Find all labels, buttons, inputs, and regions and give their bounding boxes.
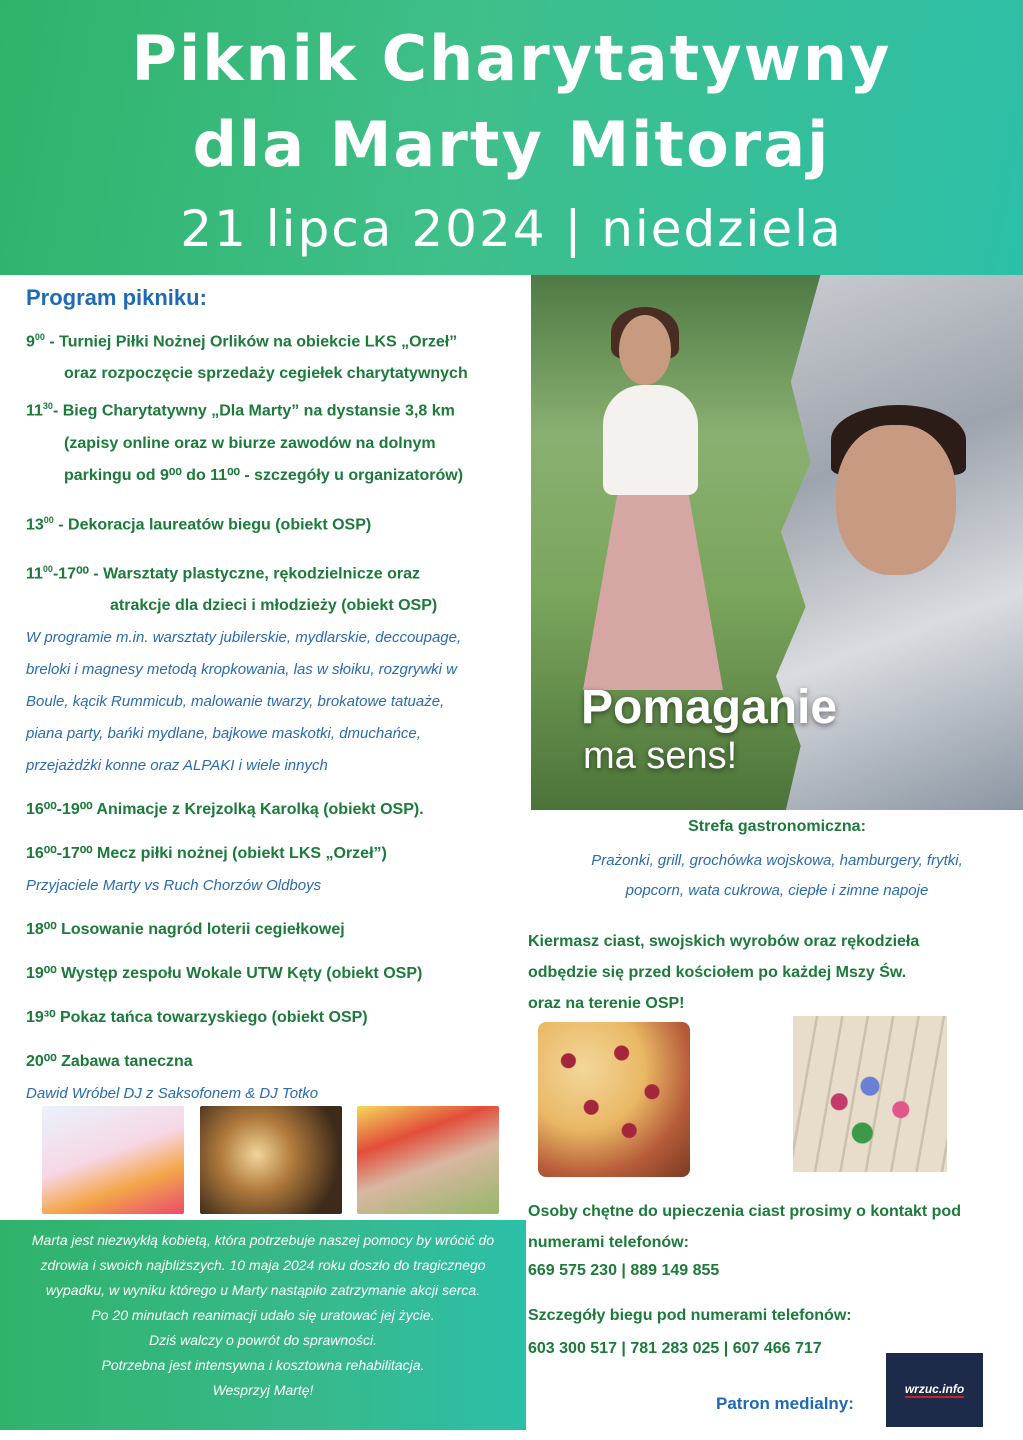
program-item: $11^{30}-$ Bieg Charytatywny „Dla Marty” na dystansie 3,8 km (26, 401, 455, 420)
zabawa-item: 20⁰⁰ Zabawa taneczna (26, 1053, 193, 1071)
photo-subline: ma sens! (583, 735, 738, 777)
program-item-cont: oraz rozpoczęcie sprzedaży cegiełek charytatywnych (64, 365, 468, 383)
gastro-title: Strefa gastronomiczna: (688, 818, 866, 835)
poster-header (0, 0, 1023, 275)
program-heading: Program pikniku: (26, 285, 207, 310)
warsztaty-note: piana party, bańki mydlane, bajkowe maskotki, dmuchańce, (26, 725, 421, 743)
gastro-text: Prażonki, grill, grochówka wojskowa, hamburgery, frytki, popcorn, wata cukrowa, ciepłe i zimne napoje (591, 852, 963, 899)
bouncy-castle-image (42, 1106, 184, 1214)
animacje-item: 16⁰⁰-19⁰⁰ Animacje z Krejzolką Karolką (obiekt OSP). (26, 801, 424, 819)
bakers-contact: Osoby chętne do upieczenia ciast prosimy o kontakt pod numerami telefonów: (528, 1203, 961, 1251)
photo-headline: Pomaganie (581, 681, 838, 734)
woman-figure (583, 490, 723, 690)
warsztaty-note: W programie m.in. warsztaty jubilerskie, mydlarskie, deccoupage, (26, 629, 462, 647)
title-line-1: Piknik Charytatywny (131, 22, 892, 95)
program-item-cont: atrakcje dla dzieci i młodzieży (obiekt OSP) (110, 597, 438, 615)
mecz-item: 16⁰⁰-17⁰⁰ Mecz piłki nożnej (obiekt LKS „Orzeł”) (26, 845, 387, 863)
program-item: $13^{00}$ - Dekoracja laureatów biegu (obiekt OSP) (26, 514, 372, 533)
program-item: $9^{00}$ - Turniej Piłki Nożnej Orlików na obiekcie LKS „Orzeł” (26, 332, 458, 351)
kids-painting-image (357, 1106, 499, 1214)
patient-figure (836, 425, 956, 575)
program-item-cont: (zapisy online oraz w biurze zawodów na dolnym (64, 434, 436, 452)
wystep-item: 19⁰⁰ Występ zespołu Wokale UTW Kęty (obiekt OSP) (26, 965, 423, 983)
run-phones: 603 300 517 | 781 283 025 | 607 466 717 (528, 1340, 822, 1357)
title-line-2: dla Marty Mitoraj (192, 108, 831, 181)
bubbles-image (200, 1106, 342, 1214)
marta-photo (531, 275, 1023, 810)
mecz-note: Przyjaciele Marty vs Ruch Chorzów Oldboys (26, 877, 322, 895)
cake-image (538, 1022, 690, 1177)
warsztaty-note: breloki i magnesy metodą kropkowania, las w słoiku, rozgrywki w (26, 661, 458, 679)
warsztaty-note: Boule, kącik Rummicub, malowanie twarzy, brokatowe tatuaże, (26, 693, 445, 711)
losowanie-item: 18⁰⁰ Losowanie nagród loterii cegiełkowej (26, 921, 345, 939)
zabawa-note: Dawid Wróbel DJ z Saksofonem & DJ Totko (26, 1085, 319, 1103)
warsztaty-note: przejażdżki konne oraz ALPAKI i wiele innych (26, 757, 328, 775)
handcraft-image (793, 1016, 947, 1172)
run-contact: Szczegóły biegu pod numerami telefonów: (528, 1307, 852, 1324)
date-line: 21 lipca 2024 | niedziela (180, 200, 843, 258)
program-item: $11^{00}-17^{00}$ - Warsztaty plastyczne, rękodzielnicze oraz (26, 563, 420, 583)
wrzuc-info-logo: wrzuc.info (886, 1353, 983, 1427)
pokaz-item: 19³⁰ Pokaz tańca towarzyskiego (obiekt OSP) (26, 1009, 368, 1027)
program-item-cont: parkingu od 9⁰⁰ do 11⁰⁰ - szczegóły u organizatorów) (64, 466, 464, 484)
kiermasz-text: Kiermasz ciast, swojskich wyrobów oraz rękodzieła odbędzie się przed kościołem po każdej Mszy Św. oraz na terenie OSP! (528, 933, 920, 1012)
marta-story-box: Marta jest niezwykłą kobietą, która potrzebuje naszej pomocy by wrócić do zdrowia i swoich najbliższych. 10 maja 2024 roku doszło do tragicznego wypadku, w wyniku którego u Marty nastąpiło zatrzymanie akcji serca. Po 20 minutach reanimacji udało się uratować jej życie. Dziś walczy o powrót do sprawności. Potrzebna jest intensywna i kosztowna rehabilitacja. Wesprzyj Martę! (0, 1220, 526, 1430)
program-section (26, 285, 531, 1110)
media-patron-label: Patron medialny: (716, 1394, 854, 1413)
bakers-phones: 669 575 230 | 889 149 855 (528, 1262, 720, 1279)
